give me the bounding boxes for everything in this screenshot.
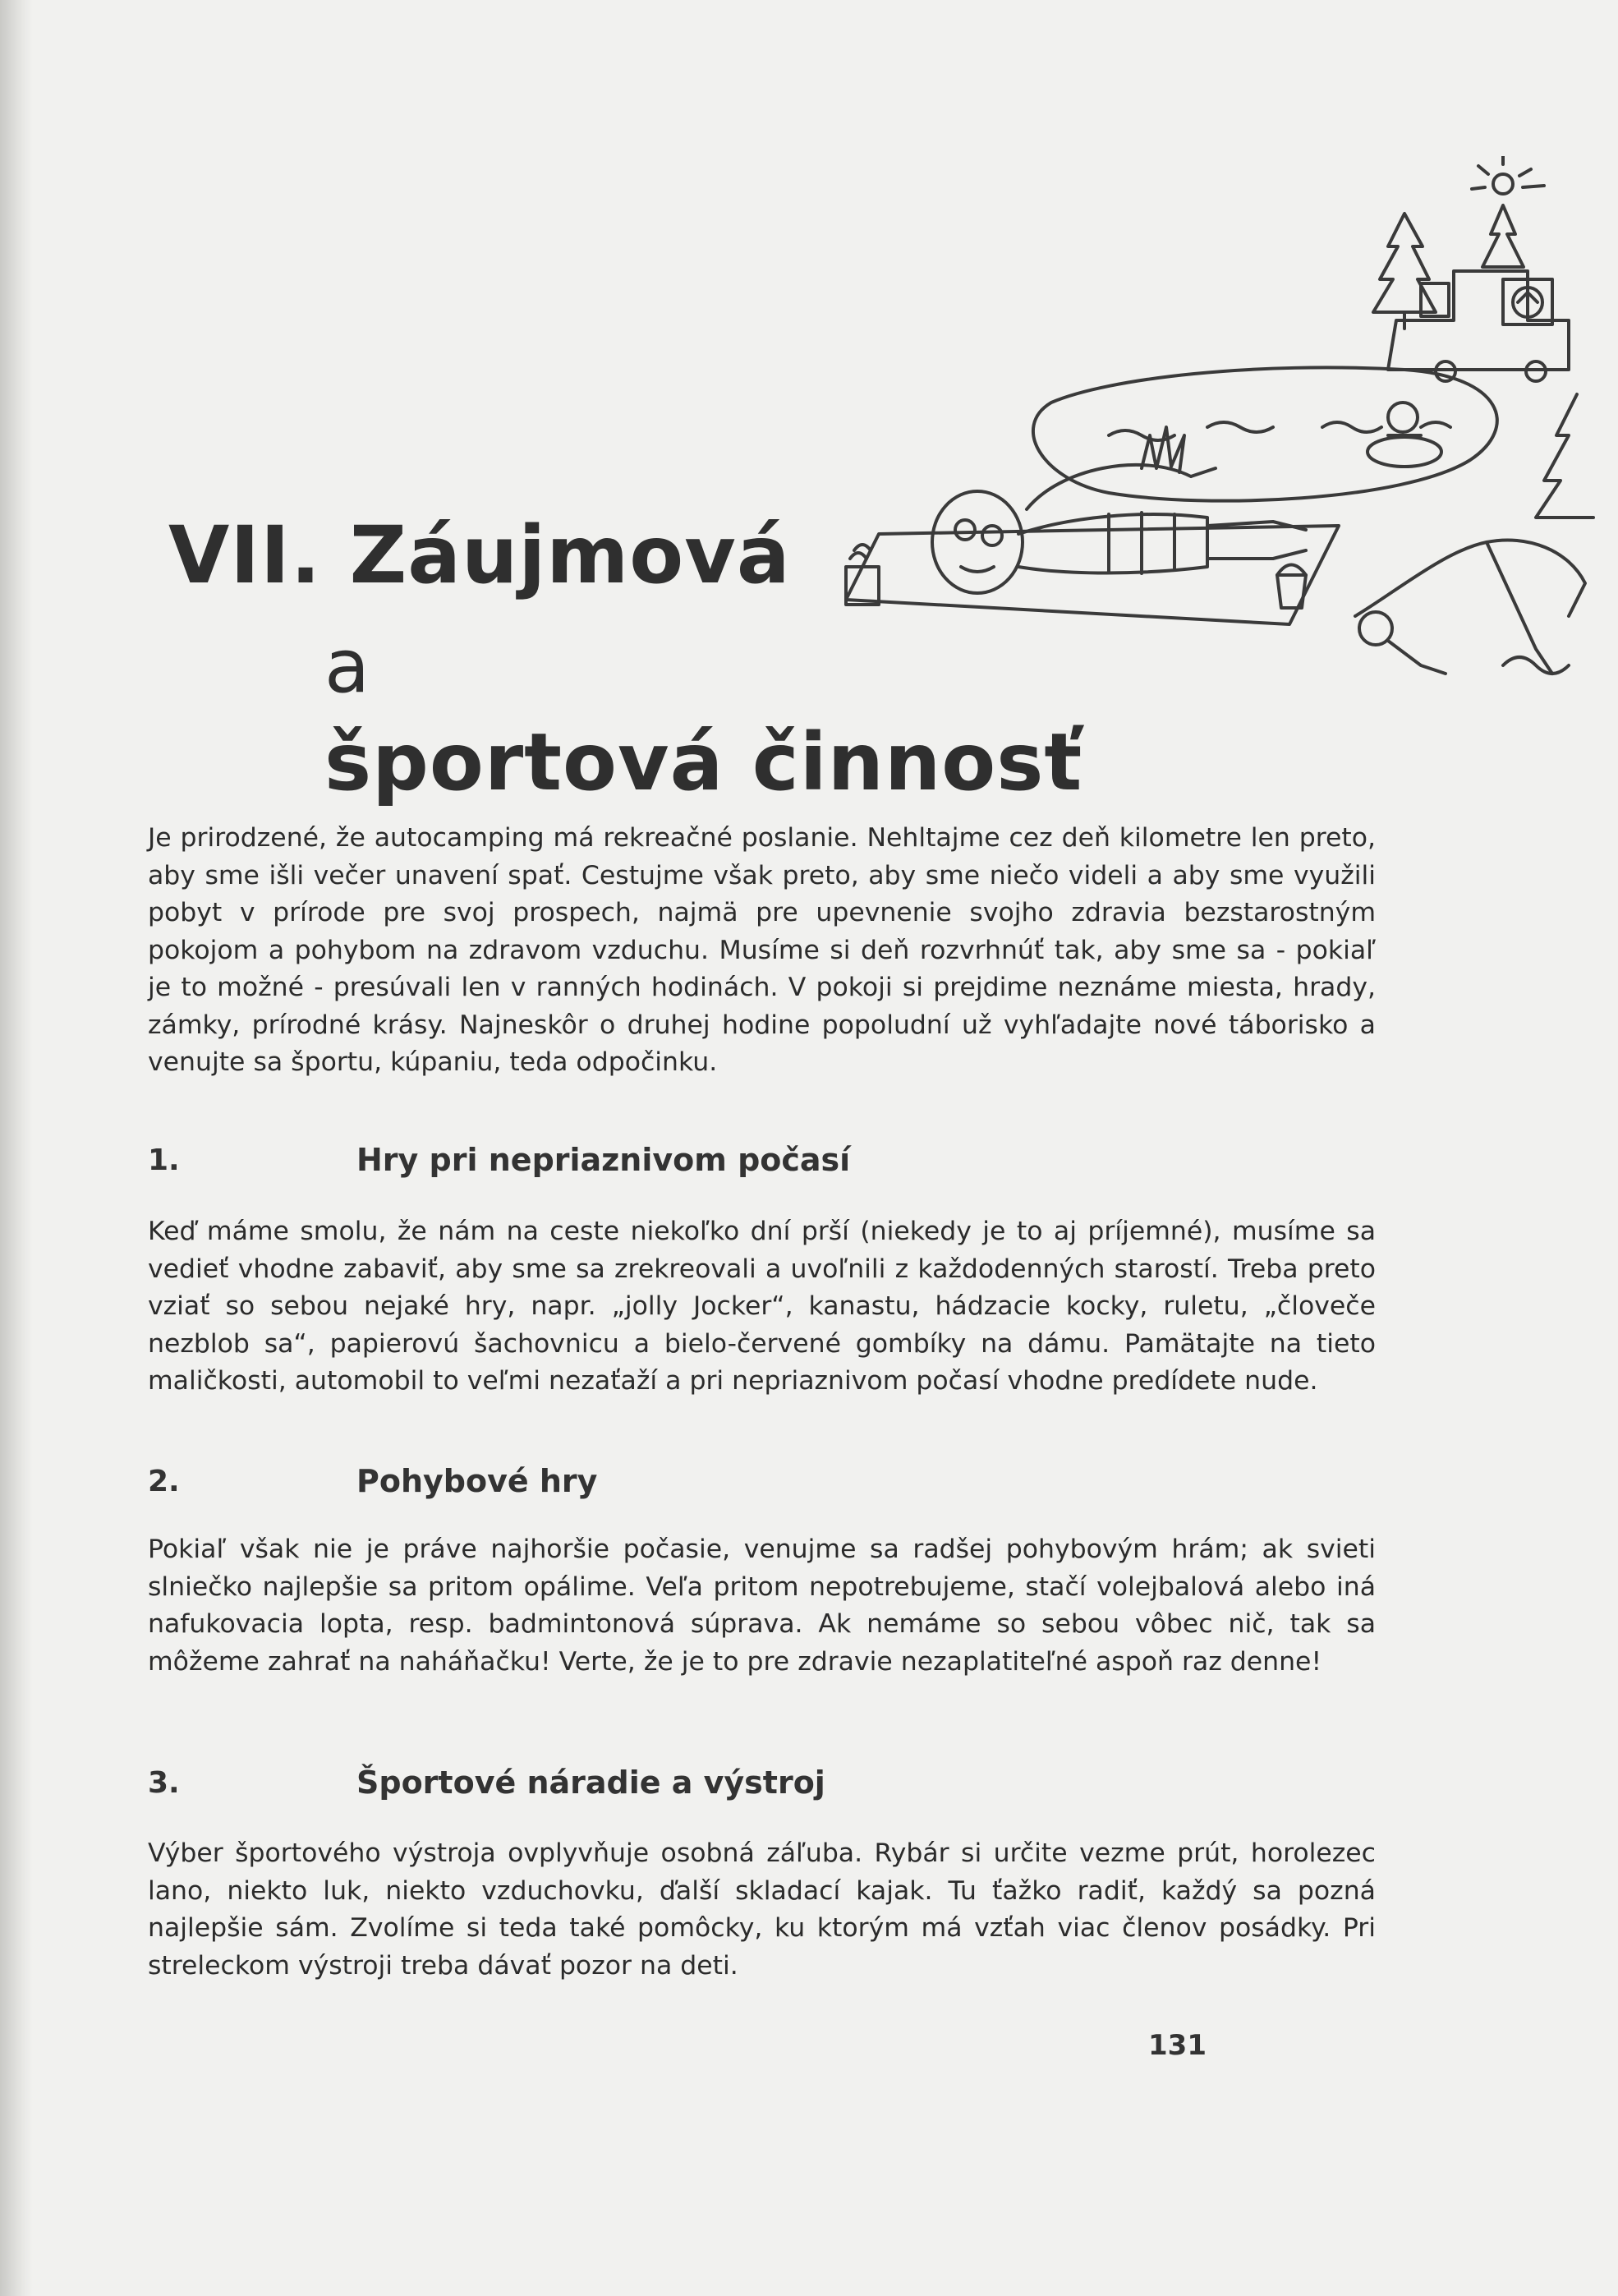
section-number: 1. (148, 1143, 180, 1177)
car-caravan-icon (1388, 271, 1569, 381)
chapter-title-line-1: VII. Záujmová (168, 509, 791, 601)
page-number: 131 (1148, 2029, 1207, 2062)
book-gutter-shadow (0, 0, 33, 2296)
section-number: 2. (148, 1465, 180, 1498)
bucket-icon (1277, 565, 1306, 609)
tree-icon (1482, 205, 1524, 267)
section-paragraph: Výber športového výstroja ovplyvňuje osobná záľuba. Rybár si určite vezme prút, horolezec lano, niekto luk, niekto vzduchovku, ďalší skladací kajak. Tu ťažko radiť, každý sa pozná najlepšie sám. Zvolíme si teda také pomôcky, ku ktorým má vzťah viac členov posádky. Pri streleckom výstroji treba dávať pozor na deti. (148, 1838, 1376, 1981)
intro-paragraph: Je prirodzené, že autocamping má rekreačné poslanie. Nehltajme cez deň kilometre len preto, aby sme išli večer unavení spať. Cestujme však preto, aby sme niečo videli a aby sme využili pobyt v prírode pre svoj prospech, najmä pre upevnenie svojho zdravia bezstarostným pokojom a pohybom na zdravom vzduchu. Musíme si deň rozvrhnúť tak, aby sme sa - pokiaľ je to možné - presúvali len v ranných hodinách. V pokoji si prejdime neznáme miesta, hrady, zámky, prírodné krásy. Najneskôr o druhej hodine popoludní už vyhľadajte nové táborisko a venujte sa športu, kúpaniu, teda odpočinku. (148, 823, 1376, 1077)
sun-icon (1472, 156, 1544, 194)
tree-icon (1536, 394, 1593, 518)
tree-icon (1373, 214, 1436, 329)
pond-icon (1033, 367, 1497, 500)
chapter-title-line-2: a (324, 623, 371, 710)
chapter-title-line-3: športová činnosť (324, 716, 1083, 808)
section-paragraph: Pokiaľ však nie je práve najhoršie počasie, venujme sa radšej pohybovým hrám; ak svieti slniečko najlepšie sa pritom opálime. Veľa pritom nepotrebujeme, stačí volejbalová alebo iná nafukovacia lopta, resp. badmintonová súprava. Ak nemáme so sebou vôbec nič, tak sa môžeme zahrať na naháňačku! Verte, že je to pre zdravie nezaplatiteľné aspoň raz denne! (148, 1535, 1376, 1677)
exercising-person-icon (1355, 540, 1585, 674)
section-paragraph: Keď máme smolu, že nám na ceste niekoľko dní prší (niekedy je to aj príjemné), musíme sa vedieť vhodne zabaviť, aby sme sa zrekreovali a uvoľnili z každodenných starostí. Treba preto vziať so sebou nejaké hry, napr. „jolly Jocker“, kanastu, hádzacie kocky, ruletu, „človeče nezblob sa“, papierovú šachovnicu a bielo-červené gombíky na dámu. Pamätajte na tieto maličkosti, automobil to veľmi nezaťaží a pri nepriaznivom počasí vhodne predídete nude. (148, 1217, 1376, 1396)
swimmer-icon (1367, 403, 1441, 467)
section-number: 3. (148, 1766, 180, 1800)
section-title: Hry pri nepriaznivom počasí (356, 1142, 851, 1178)
section-title: Pohybové hry (356, 1463, 598, 1499)
section-title: Športové náradie a výstroj (356, 1765, 825, 1801)
camping-scene-icon (682, 156, 1602, 731)
radio-icon (846, 545, 879, 605)
